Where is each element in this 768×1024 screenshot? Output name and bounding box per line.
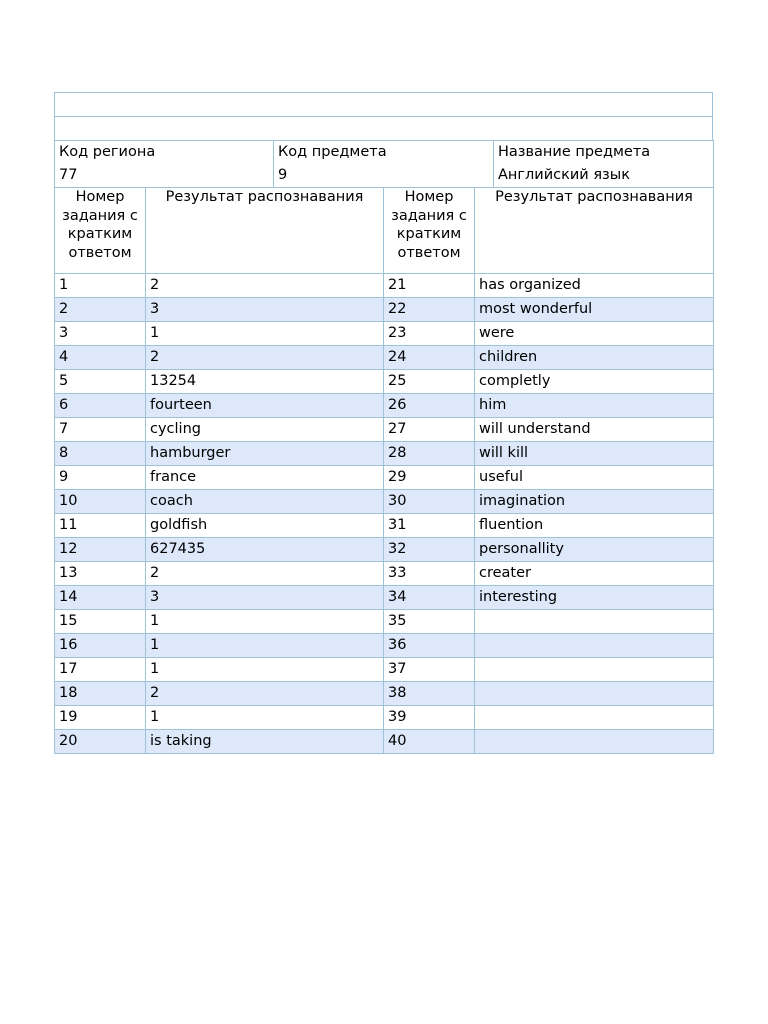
result-right-cell: imagination: [475, 490, 714, 514]
result-right-cell: were: [475, 322, 714, 346]
task-number-right-cell: 31: [384, 514, 475, 538]
task-number-left-cell: 3: [55, 322, 146, 346]
result-left-cell: 1: [146, 658, 384, 682]
task-number-left-cell: 17: [55, 658, 146, 682]
task-number-right-cell: 25: [384, 370, 475, 394]
task-number-right-cell: 26: [384, 394, 475, 418]
result-right-cell: useful: [475, 466, 714, 490]
task-number-right-cell: 39: [384, 706, 475, 730]
result-right-cell: will kill: [475, 442, 714, 466]
task-number-left-cell: 16: [55, 634, 146, 658]
task-number-right-cell: 34: [384, 586, 475, 610]
table-row: [55, 418, 714, 442]
table-row: [55, 658, 714, 682]
table-row: [55, 706, 714, 730]
result-right-cell: interesting: [475, 586, 714, 610]
result-left-cell: hamburger: [146, 442, 384, 466]
result-right-cell: [475, 682, 714, 706]
column-header-task-number-right: Номер задания с кратким ответом: [384, 188, 475, 274]
result-left-cell: fourteen: [146, 394, 384, 418]
result-right-cell: [475, 610, 714, 634]
task-number-right-cell: 33: [384, 562, 475, 586]
result-left-cell: 627435: [146, 538, 384, 562]
result-right-cell: fluention: [475, 514, 714, 538]
table-row: [55, 322, 714, 346]
result-left-cell: france: [146, 466, 384, 490]
task-number-left-cell: 6: [55, 394, 146, 418]
subject-code-value: 9: [278, 167, 288, 183]
column-header-result-left: Результат распознавания: [146, 188, 384, 274]
subject-name-label: Название предмета: [498, 144, 651, 160]
table-row: [55, 298, 714, 322]
task-number-right-cell: 37: [384, 658, 475, 682]
task-number-left-cell: 13: [55, 562, 146, 586]
task-number-right-cell: 24: [384, 346, 475, 370]
result-right-cell: [475, 730, 714, 754]
result-right-cell: will understand: [475, 418, 714, 442]
result-left-cell: 1: [146, 706, 384, 730]
table-row: [55, 682, 714, 706]
result-left-cell: 2: [146, 562, 384, 586]
result-left-cell: coach: [146, 490, 384, 514]
result-left-cell: goldfish: [146, 514, 384, 538]
task-number-right-cell: 22: [384, 298, 475, 322]
column-header-result-right: Результат распознавания: [475, 188, 714, 274]
task-number-right-cell: 27: [384, 418, 475, 442]
region-value: 77: [59, 167, 78, 183]
task-number-right-cell: 28: [384, 442, 475, 466]
answer-sheet-document: [54, 92, 713, 754]
task-number-left-cell: 10: [55, 490, 146, 514]
result-right-cell: personallity: [475, 538, 714, 562]
region-label: Код региона: [59, 144, 156, 160]
table-row: [55, 274, 714, 298]
task-number-left-cell: 20: [55, 730, 146, 754]
task-number-left-cell: 15: [55, 610, 146, 634]
subject-code-label: Код предмета: [278, 144, 387, 160]
table-row: [55, 490, 714, 514]
task-number-left-cell: 4: [55, 346, 146, 370]
task-number-left-cell: 8: [55, 442, 146, 466]
column-header-task-number-left: Номер задания с кратким ответом: [55, 188, 146, 274]
task-number-left-cell: 19: [55, 706, 146, 730]
subject-name-value: Английский язык: [498, 167, 630, 183]
task-number-right-cell: 38: [384, 682, 475, 706]
result-right-cell: has organized: [475, 274, 714, 298]
table-row: [55, 634, 714, 658]
result-left-cell: is taking: [146, 730, 384, 754]
task-number-right-cell: 36: [384, 634, 475, 658]
table-row: [55, 730, 714, 754]
task-number-left-cell: 14: [55, 586, 146, 610]
task-number-right-cell: 35: [384, 610, 475, 634]
subject-name-cell: [494, 141, 714, 188]
result-right-cell: creater: [475, 562, 714, 586]
task-number-left-cell: 11: [55, 514, 146, 538]
result-left-cell: 1: [146, 322, 384, 346]
task-number-left-cell: 9: [55, 466, 146, 490]
blank-row-1: [55, 93, 713, 117]
result-left-cell: 2: [146, 346, 384, 370]
task-number-left-cell: 7: [55, 418, 146, 442]
task-number-left-cell: 5: [55, 370, 146, 394]
task-number-right-cell: 29: [384, 466, 475, 490]
result-right-cell: children: [475, 346, 714, 370]
result-left-cell: 1: [146, 634, 384, 658]
answers-table: [54, 187, 714, 754]
result-left-cell: 3: [146, 586, 384, 610]
result-right-cell: [475, 634, 714, 658]
table-row: [55, 514, 714, 538]
result-left-cell: 1: [146, 610, 384, 634]
blank-row-2: [55, 117, 713, 141]
table-row: [55, 442, 714, 466]
table-row: [55, 466, 714, 490]
task-number-left-cell: 18: [55, 682, 146, 706]
table-row: [55, 346, 714, 370]
subject-code-cell: [274, 141, 494, 188]
result-right-cell: him: [475, 394, 714, 418]
task-number-left-cell: 2: [55, 298, 146, 322]
region-cell: [55, 141, 274, 188]
task-number-right-cell: 32: [384, 538, 475, 562]
table-row: [55, 562, 714, 586]
task-number-right-cell: 40: [384, 730, 475, 754]
task-number-right-cell: 23: [384, 322, 475, 346]
table-row: [55, 610, 714, 634]
result-right-cell: [475, 658, 714, 682]
answers-table-body: [55, 274, 714, 754]
task-number-right-cell: 21: [384, 274, 475, 298]
task-number-left-cell: 12: [55, 538, 146, 562]
result-left-cell: cycling: [146, 418, 384, 442]
result-left-cell: 3: [146, 298, 384, 322]
result-left-cell: 13254: [146, 370, 384, 394]
table-row: [55, 370, 714, 394]
result-right-cell: most wonderful: [475, 298, 714, 322]
table-row: [55, 538, 714, 562]
result-right-cell: completly: [475, 370, 714, 394]
blank-header-table: [54, 92, 713, 141]
meta-table: [54, 140, 714, 188]
task-number-left-cell: 1: [55, 274, 146, 298]
table-row: [55, 586, 714, 610]
result-right-cell: [475, 706, 714, 730]
result-left-cell: 2: [146, 682, 384, 706]
result-left-cell: 2: [146, 274, 384, 298]
task-number-right-cell: 30: [384, 490, 475, 514]
table-row: [55, 394, 714, 418]
